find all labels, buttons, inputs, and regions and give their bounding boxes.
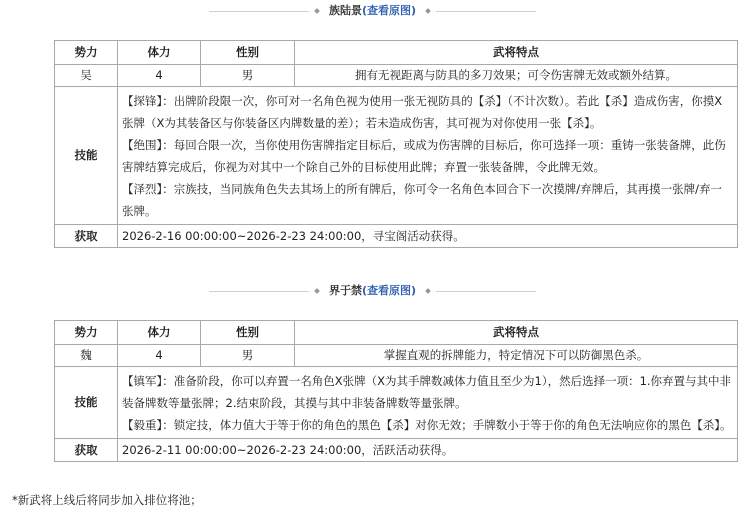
divider-right (436, 11, 536, 12)
table-row (55, 65, 738, 87)
header-faction: 势力 (55, 321, 118, 345)
skills-cell (118, 87, 738, 225)
section-1-title (0, 4, 745, 18)
obtain-value: 2026-2-11 00:00:00~2026-2-23 24:00:00，活跃活动获得。 (118, 439, 738, 462)
obtain-value: 2026-2-16 00:00:00~2026-2-23 24:00:00，寻宝阁活动获得。 (118, 225, 738, 248)
footnote: *新武将上线后将同步加入排位将池； (12, 493, 202, 507)
skill-tanfeng: 【探锋】：出牌阶段限一次，你可对一名角色视为使用一张无视防具的【杀】（不计次数）。若此【杀】造成伤害，你摸X张牌（X为其装备区与你装备区内牌数量的差）；若未造成伤害，其可视为对你使用一张【杀】。 (122, 94, 723, 130)
general-name: 族陆景 (328, 4, 362, 17)
general-info-table (54, 40, 738, 248)
skill-juewei: 【绝围】：每回合限一次，当你使用伤害牌指定目标后，或成为伤害牌的目标后，你可选择一项：重铸一张装备牌，此伤害牌结算完成后，你视为对其中一个除自己外的目标使用此牌；弃置一张装备牌，令此牌无效。 (122, 138, 726, 174)
gender-value: 男 (201, 345, 295, 367)
diamond-icon (314, 288, 320, 294)
header-faction: 势力 (55, 41, 118, 65)
section-2-title (0, 284, 745, 298)
header-hp: 体力 (118, 321, 201, 345)
skills-row (55, 87, 738, 225)
general-info-table (54, 320, 738, 462)
divider-left (209, 11, 309, 12)
table-row (55, 345, 738, 367)
skill-zhenjun: 【镇军】：准备阶段，你可以弃置一名角色X张牌（X为其手牌数减体力值且至少为1），然后选择一项：1.你弃置与其中非装备牌数等量张牌；2.结束阶段，其摸与其中非装备牌数等量张牌。 (122, 374, 732, 410)
view-original-link[interactable]: (查看原图) (361, 284, 417, 297)
obtain-row (55, 225, 738, 248)
gender-value: 男 (201, 65, 295, 87)
skills-label: 技能 (55, 367, 118, 439)
hp-value: 4 (118, 345, 201, 367)
skills-label: 技能 (55, 87, 118, 225)
feature-value: 拥有无视距离与防具的多刀效果；可令伤害牌无效或额外结算。 (295, 65, 738, 87)
feature-value: 掌握直观的拆牌能力，特定情况下可以防御黑色杀。 (295, 345, 738, 367)
faction-value: 吴 (55, 65, 118, 87)
faction-value: 魏 (55, 345, 118, 367)
skills-cell (118, 367, 738, 439)
header-feature: 武将特点 (295, 41, 738, 65)
table-header-row (55, 41, 738, 65)
view-original-link[interactable]: (查看原图) (361, 4, 417, 17)
general-name: 界于禁 (328, 284, 362, 297)
obtain-label: 获取 (55, 439, 118, 462)
header-gender: 性别 (201, 321, 295, 345)
hp-value: 4 (118, 65, 201, 87)
skills-row (55, 367, 738, 439)
divider-right (436, 291, 536, 292)
header-gender: 性别 (201, 41, 295, 65)
divider-left (209, 291, 309, 292)
diamond-icon (425, 8, 431, 14)
skill-zelie: 【泽烈】：宗族技，当同族角色失去其场上的所有牌后，你可令一名角色本回合下一次摸牌/弃牌后，其再摸一张牌/弃一张牌。 (122, 182, 722, 218)
header-hp: 体力 (118, 41, 201, 65)
skill-yizhong: 【毅重】：锁定技，体力值大于等于你的角色的黑色【杀】对你无效；手牌数小于等于你的角色无法响应你的黑色【杀】。 (122, 418, 732, 432)
obtain-row (55, 439, 738, 462)
table-header-row (55, 321, 738, 345)
header-feature: 武将特点 (295, 321, 738, 345)
diamond-icon (425, 288, 431, 294)
diamond-icon (314, 8, 320, 14)
obtain-label: 获取 (55, 225, 118, 248)
